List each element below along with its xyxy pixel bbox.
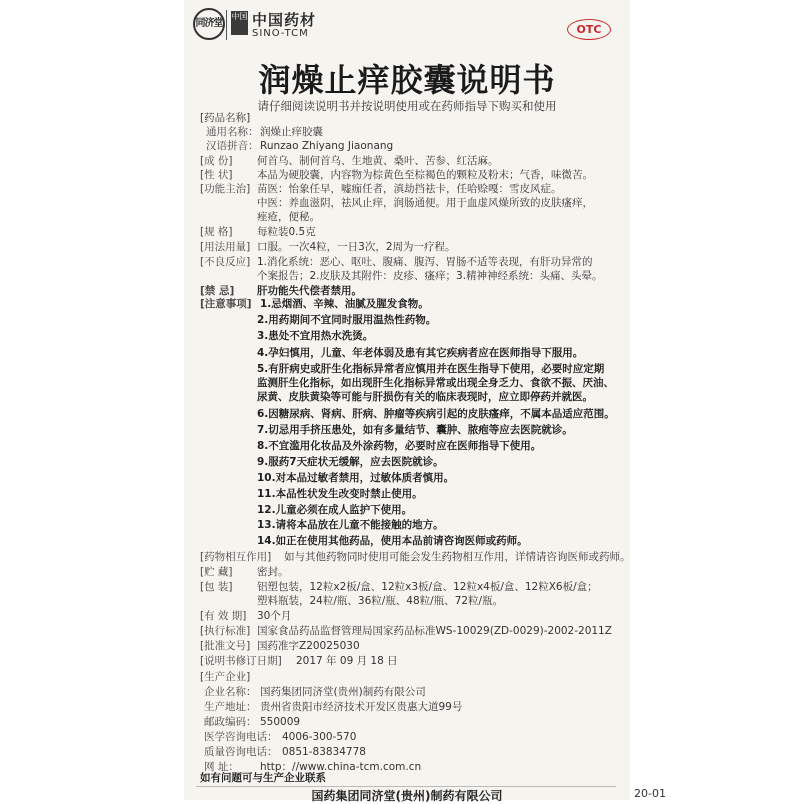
medical-phone-value: 4006-300-570 <box>282 731 357 743</box>
pinyin-value: Runzao Zhiyang Jiaonang <box>260 140 394 152</box>
website-label: 网 址： <box>204 761 239 773</box>
company-name-value: 国药集团同济堂(贵州)制药有限公司 <box>260 686 426 698</box>
indications-line-2: 中医：养血滋阴，祛风止痒，润肠通便。用于血虚风燥所致的皮肤瘙痒， <box>257 197 593 209</box>
quality-phone-value: 0851-83834778 <box>282 746 366 758</box>
precaution-item: 9.服药7天症状无缓解，应去医院就诊。 <box>257 456 444 468</box>
logo-chinese-name: 中国药材 <box>252 11 317 29</box>
logo-english-name: SINO-TCM <box>252 28 309 39</box>
address-value: 贵州省贵阳市经济技术开发区贵惠大道99号 <box>260 701 463 713</box>
indications-line-1: 苗医：怡象任早，嘘痂任者，滇劫挡祛卡，任哈赊嘎：雪皮风症。 <box>257 183 562 195</box>
precaution-item: 8.不宜滥用化妆品及外涂药物，必要时应在医师指导下使用。 <box>257 440 542 452</box>
contact-note: 如有问题可与生产企业联系 <box>200 772 326 784</box>
brand-mark-logo: 同济堂 <box>193 8 225 40</box>
otc-badge: OTC <box>567 19 611 40</box>
common-name-value: 润燥止痒胶囊 <box>260 126 323 138</box>
adverse-label: [不良反应] <box>200 256 251 268</box>
dosage-label: [用法用量] <box>200 241 251 253</box>
standard-value: 国家食品药品监督管理局国家药品标准WS-10029(ZD-0029)-2002-2011Z <box>257 625 612 637</box>
precaution-item: 4.孕妇慎用，儿童、年老体弱及患有其它疾病者应在医师指导下服用。 <box>257 347 584 359</box>
version-code: 20-01 <box>634 787 666 800</box>
packaging-line-1: 铝塑包装，12粒x2板/盒、12粒x3板/盒、12粒x4板/盒、12粒X6板/盒； <box>257 581 598 593</box>
storage-label: [贮 藏] <box>200 566 233 578</box>
packaging-line-2: 塑料瓶装，24粒/瓶、36粒/瓶、48粒/瓶、72粒/瓶。 <box>257 595 504 607</box>
quality-phone-label: 质量咨询电话： <box>204 746 278 758</box>
ingredients-label: [成 份] <box>200 155 233 167</box>
precaution-item: 13.请将本品放在儿童不能接触的地方。 <box>257 519 444 531</box>
postcode-label: 邮政编码： <box>204 716 257 728</box>
revision-date-label: [说明书修订日期] <box>200 655 282 667</box>
precaution-item: 7.切忌用手挤压患处，如有多量结节、囊肿、脓疱等应去医院就诊。 <box>257 424 573 436</box>
packaging-label: [包 装] <box>200 581 233 593</box>
adverse-line-2: 个案报告；2.皮肤及其附件：皮疹、瘙痒；3.精神神经系统：头痛、头晕。 <box>257 270 603 282</box>
adverse-line-1: 1.消化系统：恶心、呕吐、腹痛、腹泻、胃肠不适等表现，有肝功异常的 <box>257 256 593 268</box>
medical-phone-label: 医学咨询电话： <box>204 731 278 743</box>
indications-line-3: 痤疮，便秘。 <box>257 211 320 223</box>
logo-divider <box>226 10 227 40</box>
address-label: 生产地址： <box>204 701 257 713</box>
appearance-label: [性 状] <box>200 169 233 181</box>
document-subtitle: 请仔细阅读说明书并按说明使用或在药师指导下购买和使用 <box>257 99 557 113</box>
indications-label: [功能主治] <box>200 183 251 195</box>
ingredients-value: 何首乌、制何首乌、生地黄、桑叶、苦参、红活麻。 <box>257 155 499 167</box>
storage-value: 密封。 <box>257 566 289 578</box>
precaution-item: 3.患处不宜用热水洗烫。 <box>257 330 374 342</box>
website-value: http：//www.china-tcm.com.cn <box>260 761 422 773</box>
approval-number: 国药准字Z20025030 <box>257 640 360 652</box>
validity-label: [有 效 期] <box>200 610 247 622</box>
document-title: 润燥止痒胶囊说明书 <box>258 61 556 99</box>
common-name-label: 通用名称： <box>206 126 259 138</box>
precaution-item: 11.本品性状发生改变时禁止使用。 <box>257 488 423 500</box>
dosage-value: 口服。一次4粒，一日3次，2周为一疗程。 <box>257 241 456 253</box>
precaution-item-continued: 尿黄、皮肤黄染等可能与肝损伤有关的临床表现时，应立即停药并就医。 <box>257 391 593 403</box>
precaution-item: 2.用药期间不宜同时服用温热性药物。 <box>257 314 437 326</box>
contraindications-value: 肝功能失代偿者禁用。 <box>257 285 362 297</box>
precaution-item: 1.忌烟酒、辛辣、油腻及腥发食物。 <box>260 298 429 310</box>
precaution-item: 6.因糖尿病、肾病、肝病、肿瘤等疾病引起的皮肤瘙痒，不属本品适应范围。 <box>257 408 615 420</box>
spec-value: 每粒装0.5克 <box>257 226 316 238</box>
pinyin-label: 汉语拼音： <box>206 140 259 152</box>
interaction-label: [药物相互作用] <box>200 551 272 563</box>
interaction-value: 如与其他药物同时使用可能会发生药物相互作用，详情请咨询医师或药师。 <box>284 551 631 563</box>
postcode-value: 550009 <box>260 716 301 728</box>
footer-company-name: 国药集团同济堂(贵州)制药有限公司 <box>311 789 503 803</box>
precaution-item-continued: 监测肝生化指标，如出现肝生化指标异常或出现全身乏力、食欲不振、厌油、 <box>257 377 614 389</box>
precaution-item: 14.如正在使用其他药品，使用本品前请咨询医师或药师。 <box>257 535 528 547</box>
drug-name-header: [药品名称] <box>200 112 251 124</box>
appearance-value: 本品为硬胶囊，内容物为棕黄色至棕褐色的颗粒及粉末；气香，味微苦。 <box>257 169 593 181</box>
standard-label: [执行标准] <box>200 625 251 637</box>
precaution-item: 5.有肝病史或肝生化指标异常者应慎用并在医生指导下使用，必要时应定期 <box>257 363 605 375</box>
precautions-label: [注意事项] <box>200 298 252 310</box>
precaution-item: 12.儿童必须在成人监护下使用。 <box>257 504 413 516</box>
company-name-label: 企业名称： <box>204 686 257 698</box>
manufacturer-label: [生产企业] <box>200 671 251 683</box>
spec-label: [规 格] <box>200 226 233 238</box>
validity-value: 30个月 <box>257 610 292 622</box>
contraindications-label: [禁 忌] <box>200 285 235 297</box>
approval-label: [批准文号] <box>200 640 251 652</box>
precaution-item: 10.对本品过敏者禁用，过敏体质者慎用。 <box>257 472 455 484</box>
seal-icon: 中国 <box>231 11 248 35</box>
revision-date-value: 2017 年 09 月 18 日 <box>296 655 398 667</box>
